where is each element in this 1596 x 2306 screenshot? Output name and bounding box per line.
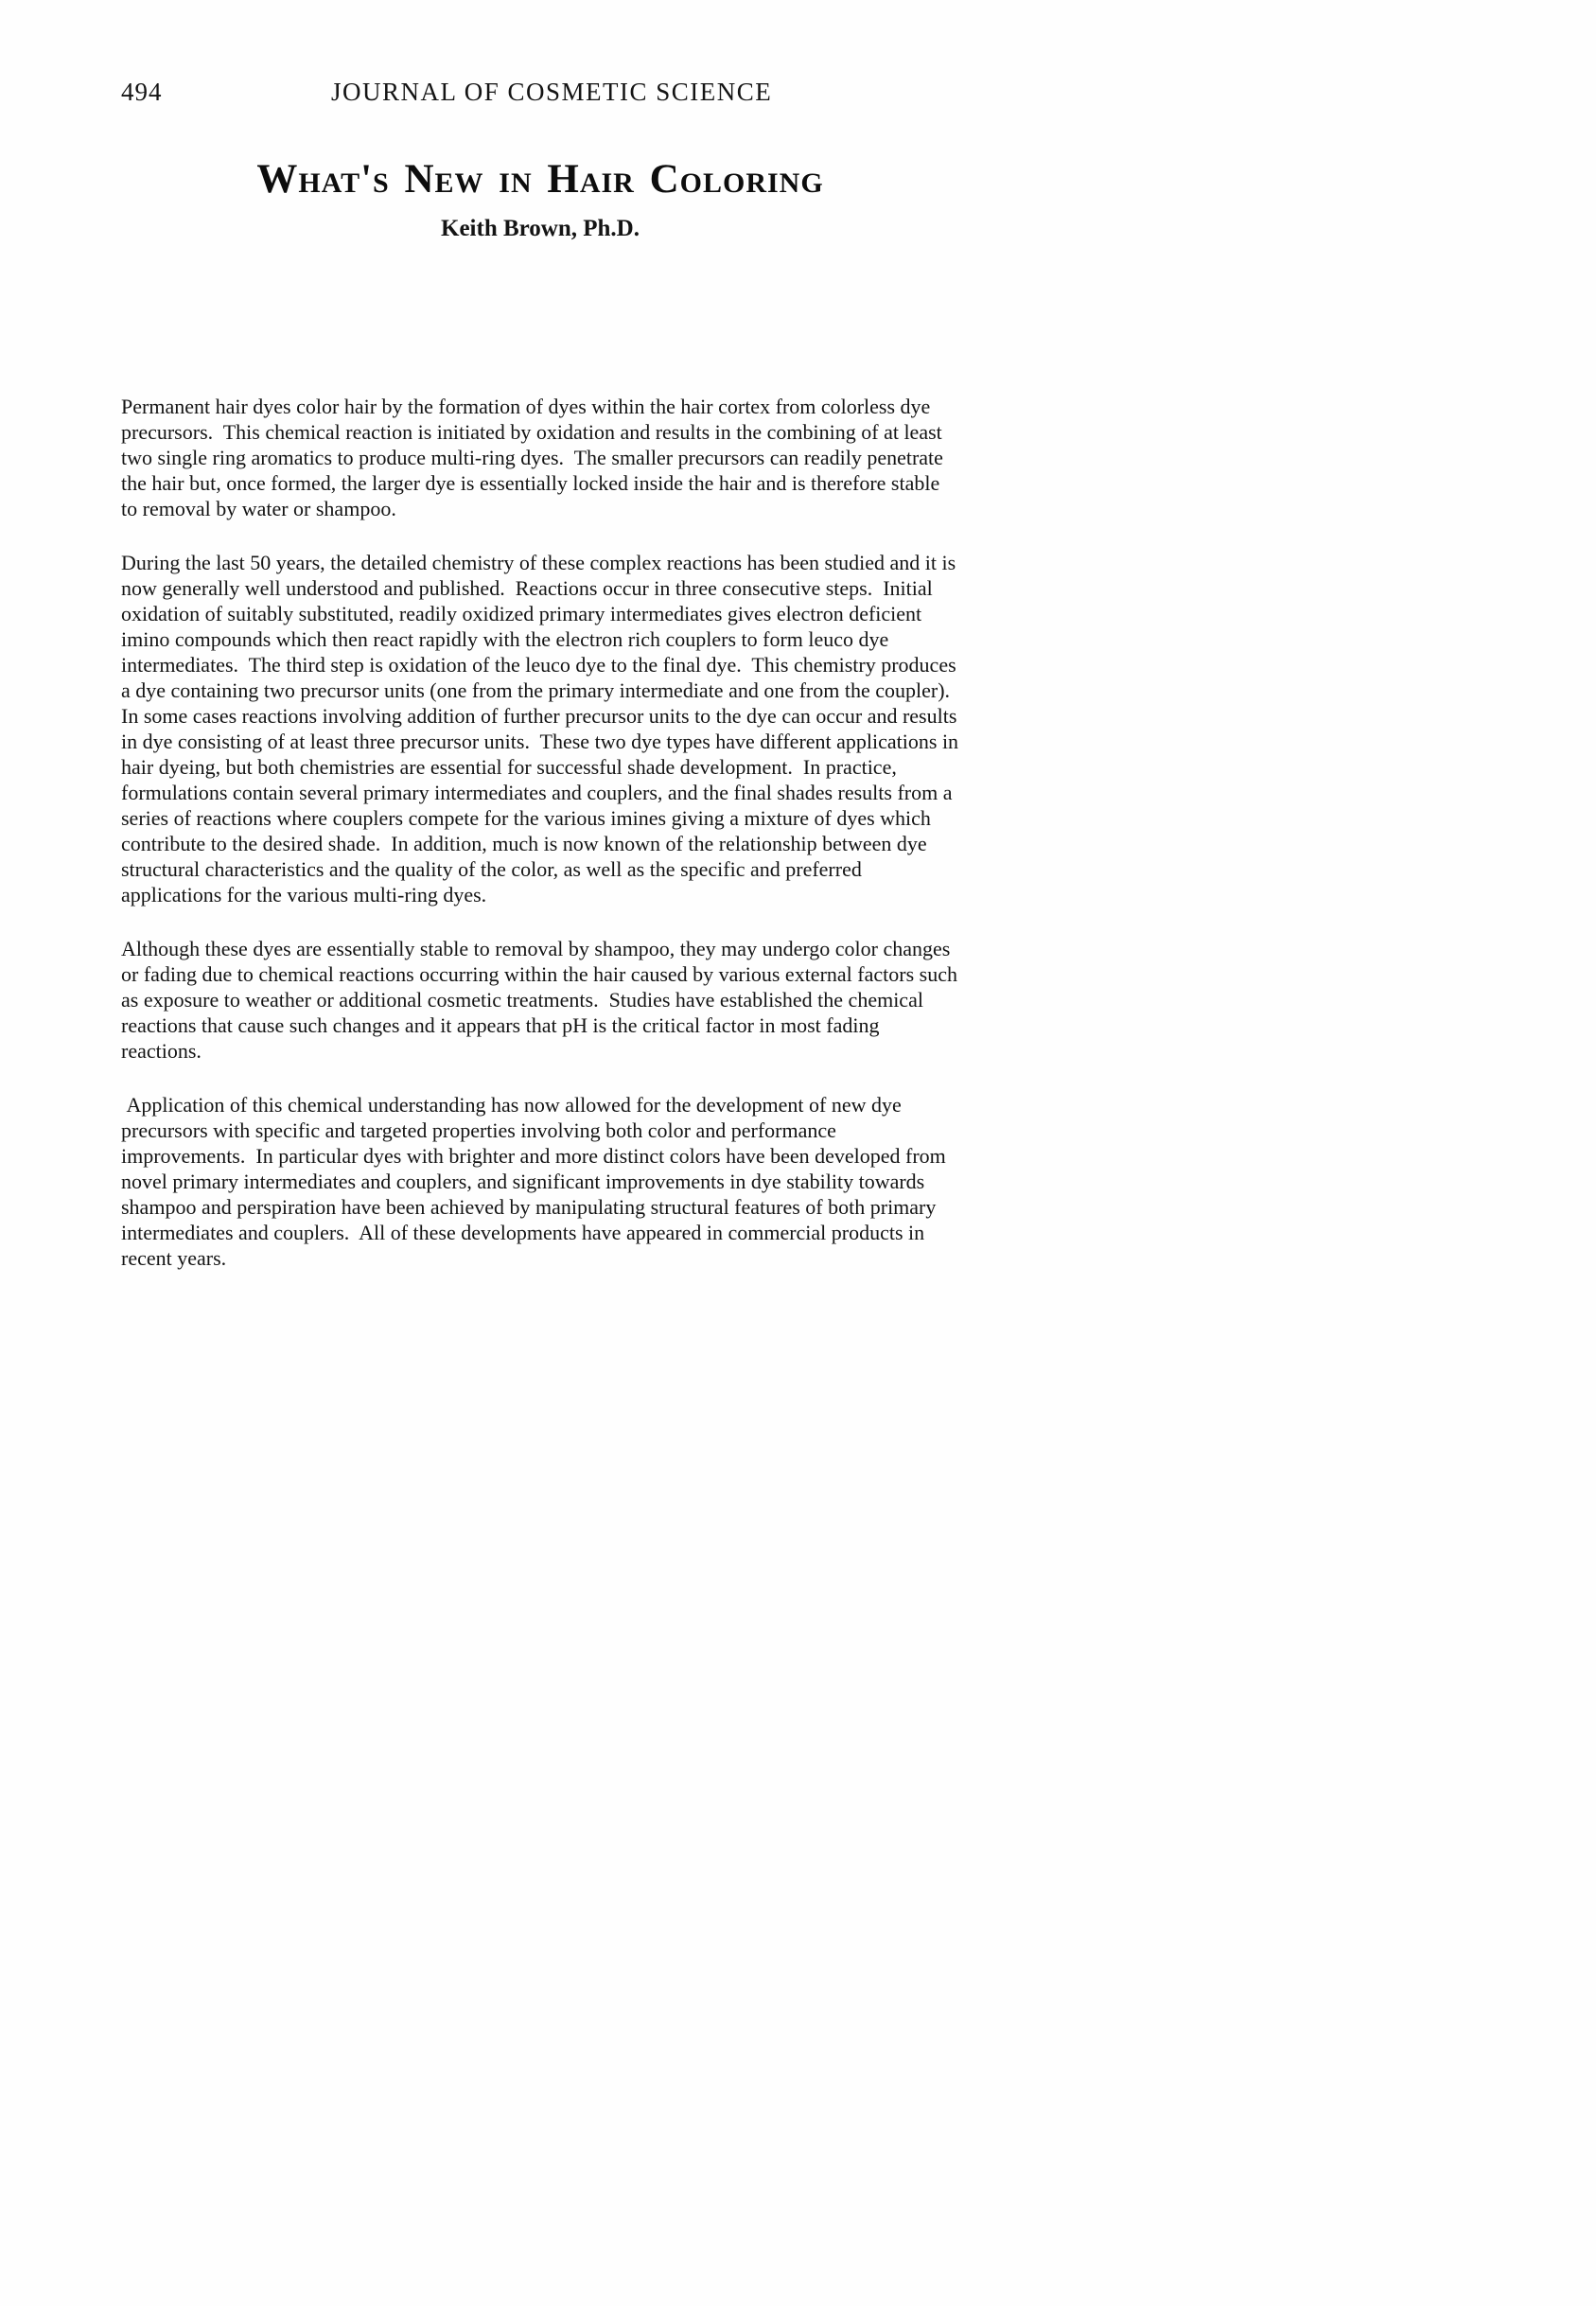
text-column bbox=[121, 0, 964, 1299]
article-author: Keith Brown, Ph.D. bbox=[441, 216, 640, 241]
page-number: 494 bbox=[121, 78, 163, 106]
paragraph-3: Although these dyes are essentially stable to removal by shampoo, they may undergo color changes or fading due to chemical reactions occurring within the hair caused by various external factors such as exposure to weather or additional cosmetic treatments. Studies have established the chemical reactions that cause such changes and it appears that pH is the critical factor in most fading reactions. bbox=[121, 937, 963, 1063]
article-title: What's New in Hair Coloring bbox=[256, 157, 824, 202]
paragraph-2: During the last 50 years, the detailed chemistry of these complex reactions has been studied and it is now generally well understood and published. Reactions occur in three consecutive steps. Initial oxidation of suitably substituted, readily oxidized primary intermediates gives electron deficient imino compounds which then react rapidly with the electron rich couplers to form leuco dye intermediates. The third step is oxidation of the leuco dye to the final dye. This chemistry produces a dye containing two precursor units (one from the primary intermediate and one from the coupler). In some cases reactions involving addition of further precursor units to the dye can occur and results in dye consisting of at least three precursor units. These two dye types have different applications in hair dyeing, but both chemistries are essential for successful shade development. In practice, formulations contain several primary intermediates and couplers, and the final shades results from a series of reactions where couplers compete for the various imines giving a mixture of dyes which contribute to the desired shade. In addition, much is now known of the relationship between dye structural characteristics and the quality of the color, as well as the specific and preferred applications for the various multi-ring dyes. bbox=[121, 551, 964, 907]
journal-title: JOURNAL OF COSMETIC SCIENCE bbox=[331, 78, 773, 106]
running-head bbox=[121, 0, 959, 107]
article-body bbox=[121, 394, 964, 1271]
paragraph-1: Permanent hair dyes color hair by the formation of dyes within the hair cortex from colorless dye precursors. This chemical reaction is initiated by oxidation and results in the combining of at least two single ring aromatics to produce multi-ring dyes. The smaller precursors can readily penetrate the hair but, once formed, the larger dye is essentially locked inside the hair and is therefore stable to removal by water or shampoo. bbox=[121, 395, 949, 520]
paragraph-4: Application of this chemical understanding has now allowed for the development of new dye precursors with specific and targeted properties involving both color and performance improvements. In particular dyes with brighter and more distinct colors have been developed from novel primary intermediates and couplers, and significant improvements in dye stability towards shampoo and perspiration have been achieved by manipulating structural features of both primary intermediates and couplers. All of these developments have appeared in commercial products in recent years. bbox=[121, 1093, 952, 1270]
